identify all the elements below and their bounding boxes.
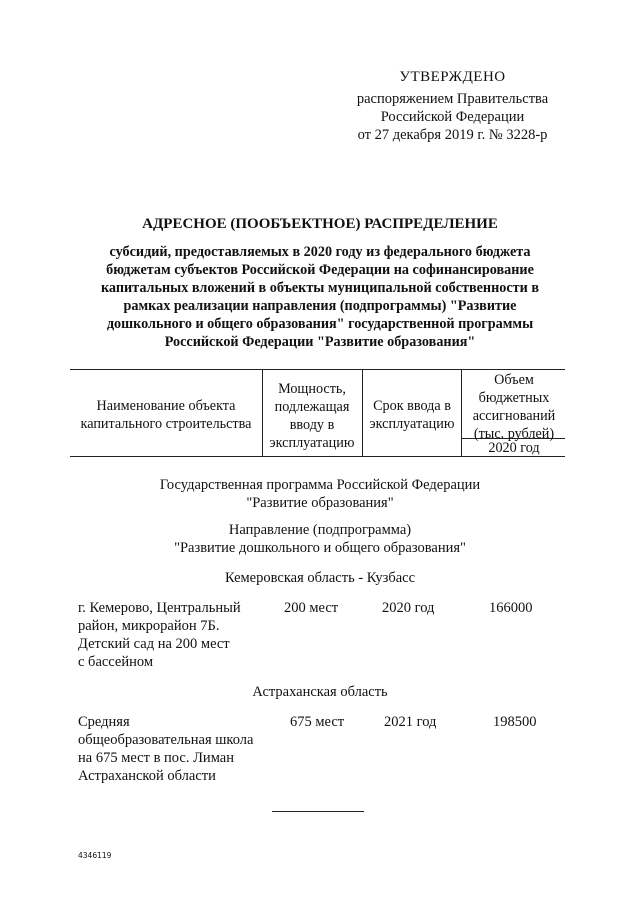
approval-line-2: Российской Федерации [380, 109, 525, 125]
region-name: Астраханская область [252, 684, 388, 700]
header-capacity: Мощность, подлежащая вводу в эксплуатацию [269, 381, 355, 451]
object-year: 2020 год [382, 600, 435, 616]
approval-line-3: от 27 декабря 2019 г. № 3228-р [357, 127, 548, 143]
object-capacity: 675 мест [290, 714, 345, 730]
document-subtitle [60, 243, 580, 351]
header-object-name: Наименование объекта капитального строительства [80, 398, 252, 432]
document-code: 4346119 [78, 851, 112, 860]
object-name: г. Кемерово, Центральный район, микрорайон 7Б. Детский сад на 200 мест с бассейном [78, 600, 241, 670]
approval-heading: УТВЕРЖДЕНО [399, 69, 506, 85]
object-amount: 166000 [489, 600, 533, 616]
object-amount: 198500 [493, 714, 537, 730]
approval-block [340, 68, 565, 144]
header-year: 2020 год [488, 440, 540, 456]
header-budget-amount: Объем бюджетных ассигнований (тыс. рублей) [472, 372, 556, 442]
header-divider-1 [262, 369, 263, 456]
object-year: 2021 год [384, 714, 437, 730]
subtitle-line: бюджетам субъектов Российской Федерации на софинансирование [106, 262, 534, 278]
subtitle-line: дошкольного и общего образования" государственной программы [106, 316, 534, 332]
object-capacity: 200 мест [284, 600, 339, 616]
document-title: АДРЕСНОЕ (ПООБЪЕКТНОЕ) РАСПРЕДЕЛЕНИЕ [142, 216, 498, 232]
subtitle-line: капитальных вложений в объекты муниципальной собственности в [100, 280, 540, 296]
header-top-rule [70, 369, 565, 370]
header-divider-2 [362, 369, 363, 456]
approval-line-1: распоряжением Правительства [356, 91, 549, 107]
program-heading: Государственная программа Российской Федерации "Развитие образования" [159, 477, 481, 511]
subtitle-line: рамках реализации направления (подпрограммы) "Развитие [123, 298, 517, 314]
header-commissioning-date: Срок ввода в эксплуатацию [369, 398, 455, 432]
subtitle-line: субсидий, предоставляемых в 2020 году из федерального бюджета [109, 244, 531, 260]
region-name: Кемеровская область - Кузбасс [224, 570, 416, 586]
header-divider-3 [461, 369, 462, 456]
closing-rule [272, 811, 364, 812]
object-name: Средняя общеобразовательная школа на 675 мест в пос. Лиман Астраханской области [78, 714, 254, 784]
direction-heading: Направление (подпрограмма) "Развитие дошкольного и общего образования" [174, 522, 466, 556]
subtitle-line: Российской Федерации "Развитие образования" [164, 334, 476, 350]
